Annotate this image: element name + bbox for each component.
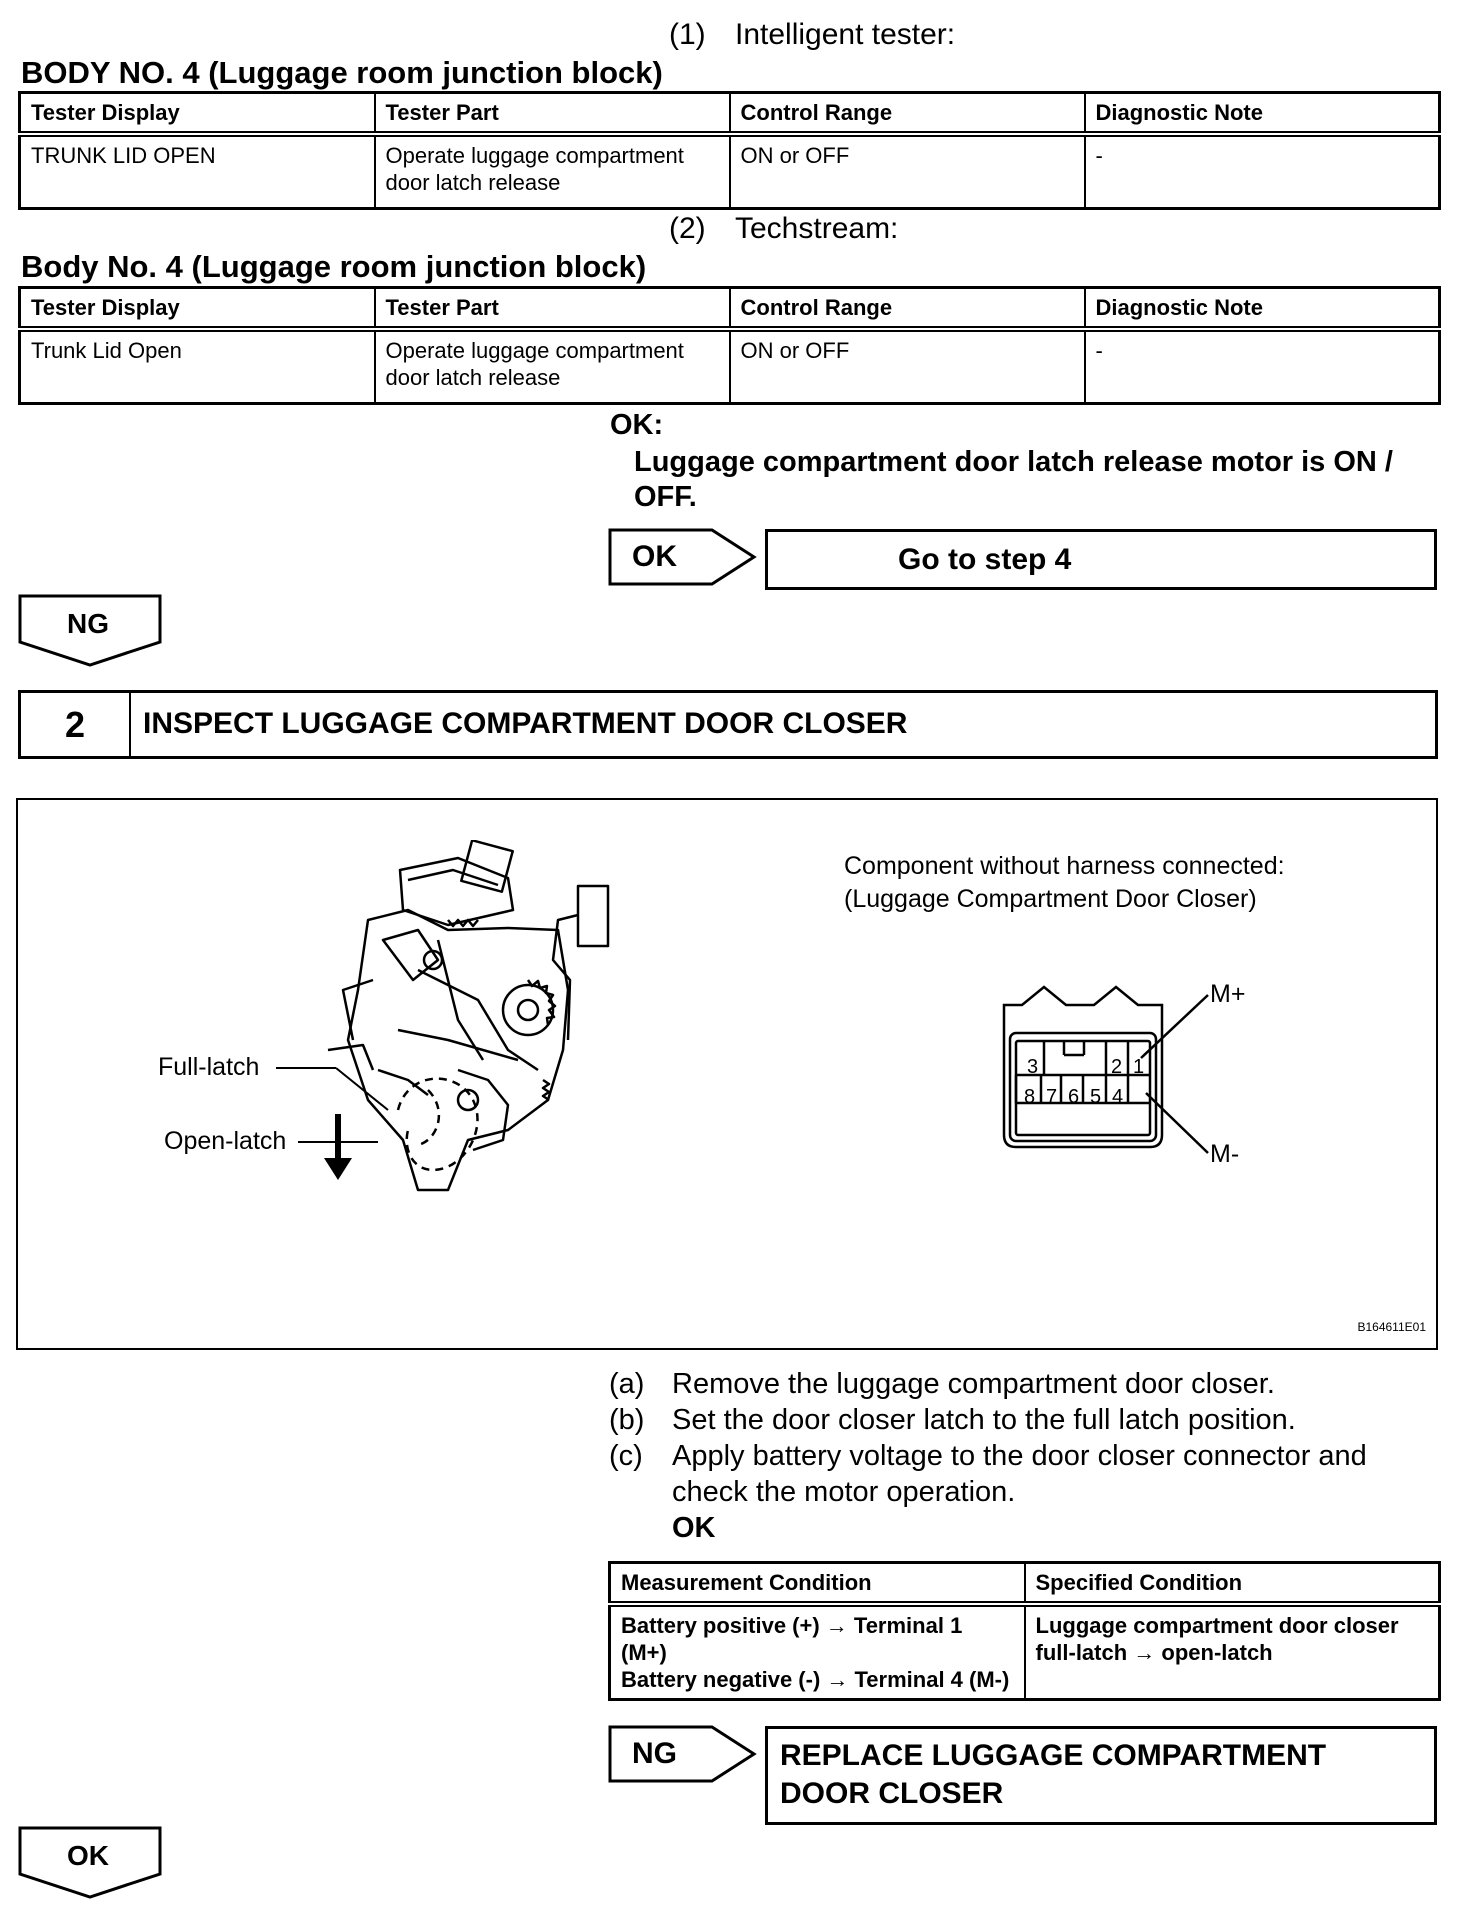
pin-7: 7 [1046,1086,1058,1108]
col-header: Specified Condition [1025,1563,1440,1605]
ok-label: OK: [610,409,664,441]
col-header: Tester Part [375,288,730,330]
replace-line1: REPLACE LUGGAGE COMPARTMENT [780,1739,1327,1772]
pin-2: 2 [1111,1056,1123,1078]
step-title: INSPECT LUGGAGE COMPARTMENT DOOR CLOSER [143,707,908,740]
step-number: 2 [21,693,131,756]
instr-a-text: Remove the luggage compartment door closer. [672,1368,1275,1400]
m-plus-label: M+ [1210,980,1246,1008]
replace-part-box[interactable] [765,1726,1437,1825]
tester2-name: Techstream: [735,212,899,245]
cell-part: Operate luggage compartment door latch release [375,329,730,404]
ok-heading: OK [672,1512,716,1544]
cell-display: Trunk Lid Open [20,329,375,404]
cell-specified-condition [1025,1604,1440,1700]
ng-arrow [608,1725,758,1785]
cell-range: ON or OFF [730,329,1085,404]
table-row [20,134,1440,209]
pin-4: 4 [1112,1086,1124,1108]
pin-3: 3 [1027,1056,1039,1078]
cell-display: TRUNK LID OPEN [20,134,375,209]
pin-6: 6 [1068,1086,1080,1108]
col-header: Diagnostic Note [1085,288,1440,330]
figure-id: B164611E01 [1357,1320,1426,1334]
m-minus-label: M- [1210,1140,1240,1168]
pin-5: 5 [1090,1086,1102,1108]
ok-arrow [608,528,758,588]
measurement-table [608,1561,1441,1701]
col-header: Control Range [730,288,1085,330]
figure-caption-line2: (Luggage Compartment Door Closer) [844,885,1257,913]
col-header: Tester Part [375,93,730,135]
goto-step-box[interactable] [765,529,1437,590]
tester1-label: (1) [669,18,706,51]
goto-step-text: Go to step 4 [898,543,1072,576]
ok-result-text: Luggage compartment door latch release motor is ON / OFF. [634,446,1393,513]
instr-c-label: (c) [609,1440,643,1472]
figure-caption-line1: Component without harness connected: [844,852,1285,880]
cond-line: (M+) [621,1640,667,1665]
cond-line: Battery positive (+) → Terminal 1 [621,1613,963,1638]
tester2-table [18,286,1441,405]
step2-header [18,690,1438,759]
col-header: Control Range [730,93,1085,135]
full-latch-label: Full-latch [158,1053,260,1081]
pin-8: 8 [1024,1086,1036,1108]
col-header: Measurement Condition [610,1563,1025,1605]
instr-b-text: Set the door closer latch to the full latch position. [672,1404,1296,1436]
cell-note: - [1085,329,1440,404]
tester2-label: (2) [669,212,706,245]
instr-a-label: (a) [609,1368,645,1400]
figure-box [16,798,1438,1350]
cell-range: ON or OFF [730,134,1085,209]
col-header: Tester Display [20,288,375,330]
spec-line: full-latch → open-latch [1035,1640,1273,1665]
spec-line: Luggage compartment door closer [1035,1613,1399,1638]
cell-part: Operate luggage compartment door latch release [375,134,730,209]
open-latch-label: Open-latch [164,1127,287,1155]
instr-c-text-line1: Apply battery voltage to the door closer connector and [672,1440,1367,1472]
tester2-table-title: Body No. 4 (Luggage room junction block) [21,249,647,284]
ok-arrow-label: OK [632,540,677,573]
pin-1: 1 [1133,1056,1145,1078]
tester1-table [18,91,1441,210]
ng-down-label: NG [67,608,109,639]
replace-line2: DOOR CLOSER [780,1777,1004,1810]
cell-note: - [1085,134,1440,209]
cell-measurement-condition [610,1604,1025,1700]
instr-c-text-line2: check the motor operation. [672,1476,1016,1508]
leader-lines [18,800,718,1200]
col-header: Tester Display [20,93,375,135]
instr-b-label: (b) [609,1404,645,1436]
tester1-table-title: BODY NO. 4 (Luggage room junction block) [21,55,663,90]
ok-down-label: OK [67,1840,109,1871]
table-row [20,329,1440,404]
ng-arrow-label: NG [632,1737,677,1770]
table-row [610,1604,1440,1700]
tester1-name: Intelligent tester: [735,18,956,51]
cond-line: Battery negative (-) → Terminal 4 (M-) [621,1667,1010,1692]
col-header: Diagnostic Note [1085,93,1440,135]
